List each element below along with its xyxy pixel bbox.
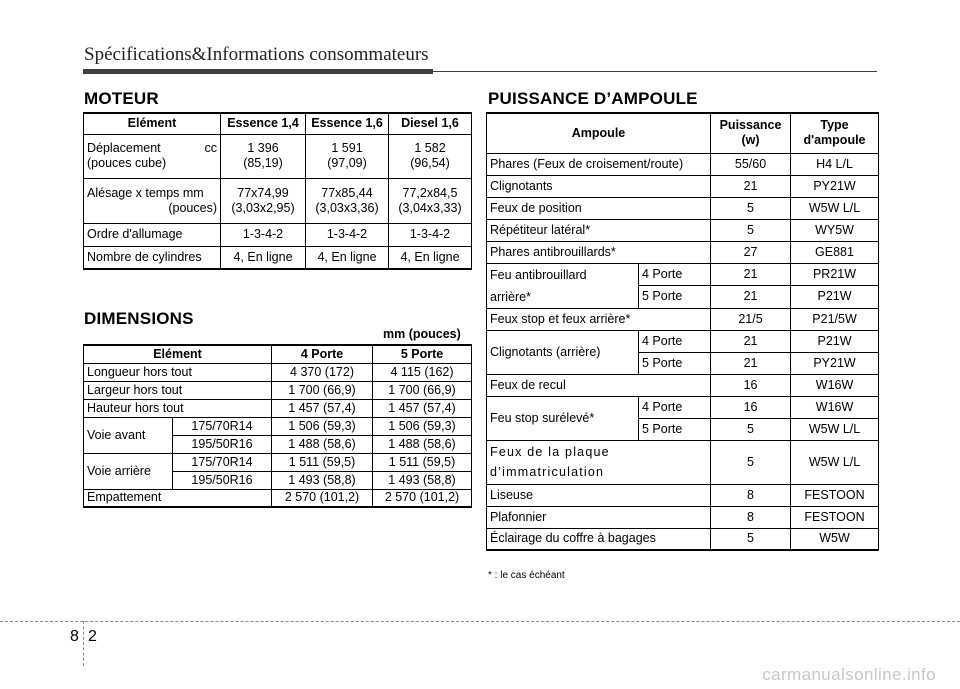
table-cell: P21/5W bbox=[791, 308, 879, 330]
table-row bbox=[487, 440, 879, 484]
row-label: Voie arrière bbox=[84, 453, 173, 489]
row-label: Voie avant bbox=[84, 417, 173, 453]
table-cell: P21W bbox=[791, 330, 879, 352]
column-header: Essence 1,4 bbox=[221, 113, 306, 134]
table-cell: 1 511 (59,5) bbox=[272, 453, 373, 471]
row-label: Longueur hors tout bbox=[84, 363, 272, 381]
label-text: (pouces cube) bbox=[87, 156, 167, 170]
table-cell: PY21W bbox=[791, 175, 879, 197]
dimensions-title: DIMENSIONS bbox=[84, 309, 194, 328]
table-cell: FESTOON bbox=[791, 506, 879, 528]
row-label: Liseuse bbox=[487, 484, 711, 506]
row-label: Phares (Feux de croisement/route) bbox=[487, 153, 711, 175]
table-cell: 77x85,44 (3,03x3,36) bbox=[306, 178, 389, 223]
table-cell: 1 506 (59,3) bbox=[373, 417, 472, 435]
row-label: Plafonnier bbox=[487, 506, 711, 528]
row-label: Empattement bbox=[84, 489, 272, 507]
table-row bbox=[487, 330, 879, 352]
row-label: Largeur hors tout bbox=[84, 381, 272, 399]
table-cell: 5 bbox=[711, 528, 791, 550]
table-cell: 21 bbox=[711, 352, 791, 374]
table-cell: GE881 bbox=[791, 241, 879, 263]
table-cell: 175/70R14 bbox=[173, 417, 272, 435]
dimensions-table bbox=[83, 344, 472, 508]
table-row bbox=[84, 178, 472, 223]
table-cell: 1 582 (96,54) bbox=[389, 134, 472, 178]
table-row bbox=[487, 506, 879, 528]
table-cell: 2 570 (101,2) bbox=[272, 489, 373, 507]
table-cell: 5 Porte bbox=[639, 418, 711, 440]
row-label: Feu stop surélevé* bbox=[487, 396, 639, 440]
table-header-row bbox=[84, 113, 472, 134]
row-label: Nombre de cylindres bbox=[84, 246, 221, 269]
table-cell: 1-3-4-2 bbox=[389, 223, 472, 246]
table-cell: 1 591 (97,09) bbox=[306, 134, 389, 178]
table-cell: 1 700 (66,9) bbox=[272, 381, 373, 399]
label-text: Alésage x temps mm bbox=[87, 185, 204, 200]
row-label: Phares antibrouillards* bbox=[487, 241, 711, 263]
table-cell: 21 bbox=[711, 286, 791, 309]
table-cell: 1-3-4-2 bbox=[221, 223, 306, 246]
table-cell: 77x74,99 (3,03x2,95) bbox=[221, 178, 306, 223]
table-cell: W5W L/L bbox=[791, 440, 879, 484]
table-header-row bbox=[487, 113, 879, 153]
table-cell: 1 457 (57,4) bbox=[272, 399, 373, 417]
table-row bbox=[84, 381, 472, 399]
row-label: Feux stop et feux arrière* bbox=[487, 308, 711, 330]
table-cell: 1 493 (58,8) bbox=[373, 471, 472, 489]
row-label bbox=[84, 178, 221, 223]
table-cell: 1 493 (58,8) bbox=[272, 471, 373, 489]
table-cell: 4 Porte bbox=[639, 330, 711, 352]
table-row bbox=[84, 489, 472, 507]
table-cell: 175/70R14 bbox=[173, 453, 272, 471]
table-cell: 1 488 (58,6) bbox=[272, 435, 373, 453]
table-cell: 8 bbox=[711, 484, 791, 506]
table-row bbox=[487, 528, 879, 550]
label-text: cc bbox=[204, 141, 217, 155]
column-header: 4 Porte bbox=[272, 345, 373, 363]
table-row bbox=[84, 246, 472, 269]
row-label: Clignotants (arrière) bbox=[487, 330, 639, 374]
column-header: Ampoule bbox=[487, 113, 711, 153]
table-row bbox=[84, 134, 472, 178]
label-text: Déplacement bbox=[87, 141, 161, 155]
column-header: Diesel 1,6 bbox=[389, 113, 472, 134]
row-label: Éclairage du coffre à bagages bbox=[487, 528, 711, 550]
column-header: Type d'ampoule bbox=[791, 113, 879, 153]
table-row bbox=[487, 396, 879, 418]
table-cell: 1 396 (85,19) bbox=[221, 134, 306, 178]
table-cell: FESTOON bbox=[791, 484, 879, 506]
table-row bbox=[487, 374, 879, 396]
table-cell: 1 457 (57,4) bbox=[373, 399, 472, 417]
table-cell: W16W bbox=[791, 374, 879, 396]
table-row bbox=[84, 363, 472, 381]
table-row bbox=[84, 453, 472, 471]
table-row bbox=[487, 484, 879, 506]
moteur-table bbox=[83, 112, 472, 270]
table-cell: W5W bbox=[791, 528, 879, 550]
header-bar bbox=[83, 69, 433, 74]
table-row bbox=[487, 219, 879, 241]
table-cell: 8 bbox=[711, 506, 791, 528]
table-cell: 16 bbox=[711, 396, 791, 418]
table-cell: 5 bbox=[711, 418, 791, 440]
table-cell: P21W bbox=[791, 286, 879, 309]
table-cell: 1 700 (66,9) bbox=[373, 381, 472, 399]
table-cell: 27 bbox=[711, 241, 791, 263]
table-cell: 1 488 (58,6) bbox=[373, 435, 472, 453]
table-cell: 4, En ligne bbox=[389, 246, 472, 269]
table-cell: 4 370 (172) bbox=[272, 363, 373, 381]
column-header: Puissance (w) bbox=[711, 113, 791, 153]
table-row bbox=[487, 197, 879, 219]
table-cell: 5 Porte bbox=[639, 286, 711, 309]
page-header-title: Spécifications&Informations consommateurs bbox=[84, 44, 429, 65]
page-number-section: 8 bbox=[70, 628, 79, 645]
table-cell: 4, En ligne bbox=[306, 246, 389, 269]
table-cell: 4 Porte bbox=[639, 396, 711, 418]
table-cell: 21 bbox=[711, 263, 791, 286]
table-row bbox=[84, 399, 472, 417]
table-cell: 1 511 (59,5) bbox=[373, 453, 472, 471]
ampoule-table bbox=[486, 112, 879, 551]
column-header: Elément bbox=[84, 345, 272, 363]
table-cell: WY5W bbox=[791, 219, 879, 241]
footnote: * : le cas échéant bbox=[488, 570, 565, 581]
table-cell: 195/50R16 bbox=[173, 435, 272, 453]
table-cell: 55/60 bbox=[711, 153, 791, 175]
column-header: Essence 1,6 bbox=[306, 113, 389, 134]
table-row bbox=[487, 308, 879, 330]
label-text: (pouces) bbox=[168, 200, 217, 215]
row-label: Hauteur hors tout bbox=[84, 399, 272, 417]
moteur-title: MOTEUR bbox=[84, 89, 159, 108]
footer-divider bbox=[83, 621, 84, 666]
row-label bbox=[84, 134, 221, 178]
table-cell: 195/50R16 bbox=[173, 471, 272, 489]
row-label: Répétiteur latéral* bbox=[487, 219, 711, 241]
row-label: Ordre d'allumage bbox=[84, 223, 221, 246]
watermark: carmanualsonline.info bbox=[762, 665, 936, 684]
table-cell: 4 Porte bbox=[639, 263, 711, 286]
table-cell: PR21W bbox=[791, 263, 879, 286]
column-header: 5 Porte bbox=[373, 345, 472, 363]
ampoule-title: PUISSANCE D’AMPOULE bbox=[488, 89, 698, 108]
table-cell: 4, En ligne bbox=[221, 246, 306, 269]
table-cell: H4 L/L bbox=[791, 153, 879, 175]
table-cell: 2 570 (101,2) bbox=[373, 489, 472, 507]
header-rule bbox=[433, 71, 877, 72]
table-cell: 5 bbox=[711, 197, 791, 219]
dimensions-unit: mm (pouces) bbox=[383, 327, 461, 341]
table-cell: W16W bbox=[791, 396, 879, 418]
table-row bbox=[84, 223, 472, 246]
table-header-row bbox=[84, 345, 472, 363]
table-cell: 77,2x84,5 (3,04x3,33) bbox=[389, 178, 472, 223]
table-cell: 21 bbox=[711, 175, 791, 197]
row-label: Clignotants bbox=[487, 175, 711, 197]
row-label: Feu antibrouillard arrière* bbox=[487, 263, 639, 308]
table-cell: 21/5 bbox=[711, 308, 791, 330]
row-label: Feux de la plaque d’immatriculation bbox=[487, 440, 711, 484]
table-row bbox=[487, 241, 879, 263]
table-row bbox=[487, 175, 879, 197]
table-row bbox=[487, 263, 879, 286]
table-cell: PY21W bbox=[791, 352, 879, 374]
table-cell: W5W L/L bbox=[791, 197, 879, 219]
table-cell: 1-3-4-2 bbox=[306, 223, 389, 246]
table-cell: 1 506 (59,3) bbox=[272, 417, 373, 435]
table-cell: 5 bbox=[711, 219, 791, 241]
row-label: Feux de position bbox=[487, 197, 711, 219]
table-cell: 21 bbox=[711, 330, 791, 352]
table-cell: 4 115 (162) bbox=[373, 363, 472, 381]
row-label: Feux de recul bbox=[487, 374, 711, 396]
table-cell: 5 Porte bbox=[639, 352, 711, 374]
table-row bbox=[487, 153, 879, 175]
page-number: 2 bbox=[88, 628, 97, 645]
footer-rule bbox=[0, 621, 960, 622]
table-cell: 5 bbox=[711, 440, 791, 484]
table-cell: W5W L/L bbox=[791, 418, 879, 440]
table-row bbox=[84, 417, 472, 435]
table-cell: 16 bbox=[711, 374, 791, 396]
column-header: Elément bbox=[84, 113, 221, 134]
